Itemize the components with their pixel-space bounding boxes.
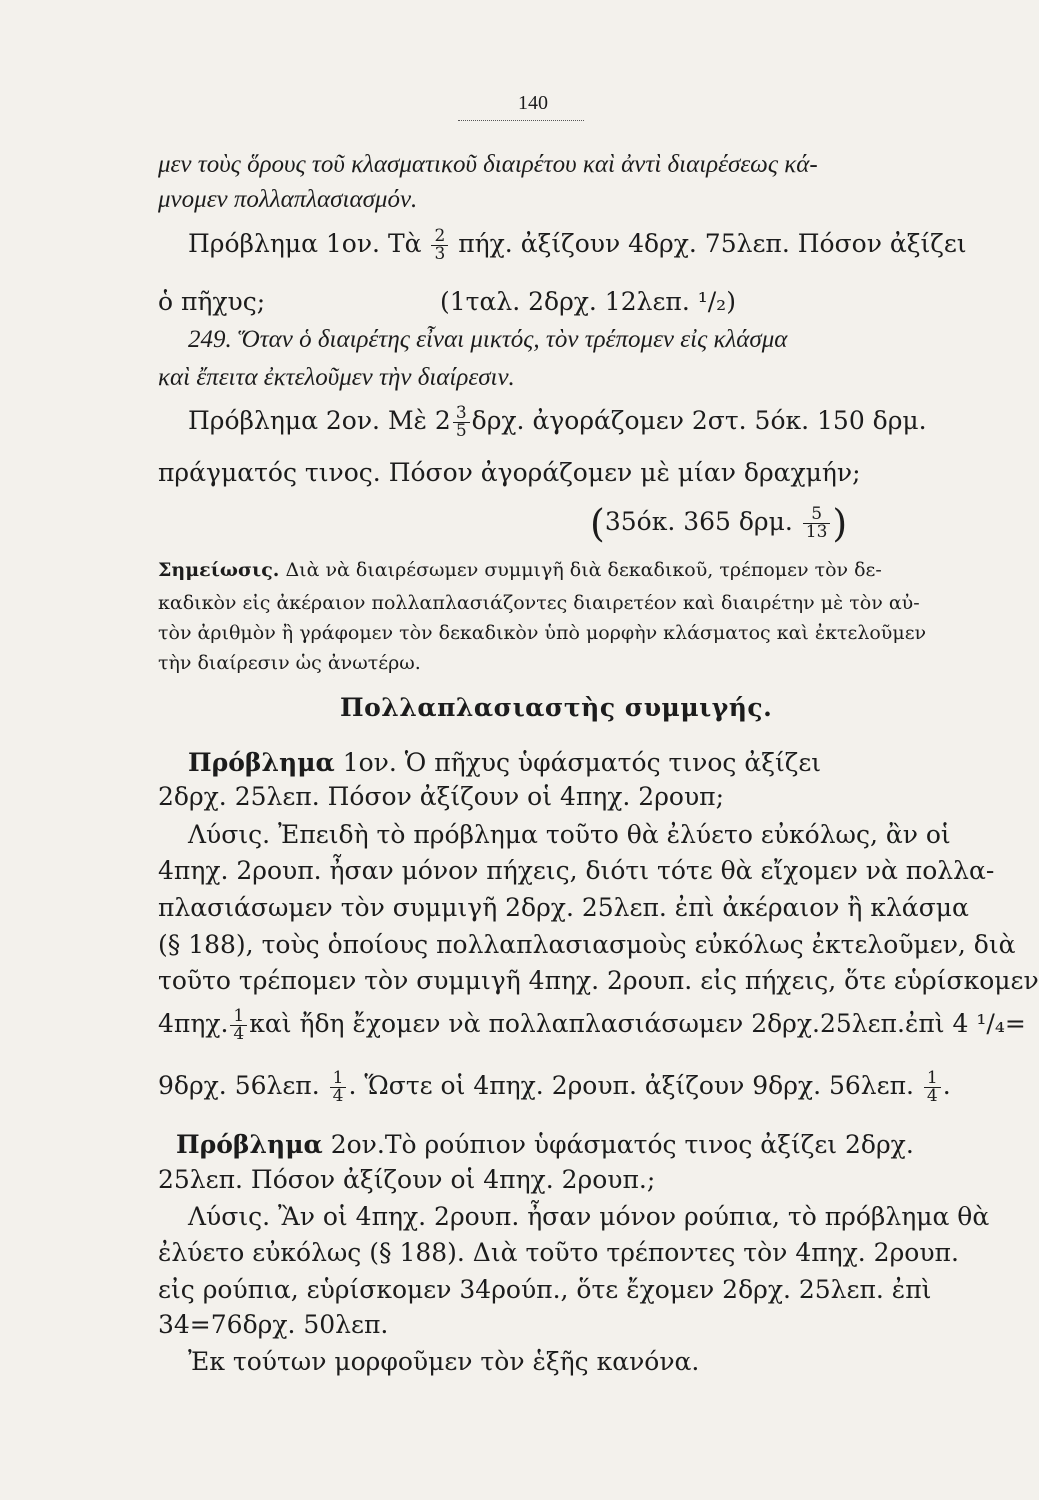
problem-3-line-1: Πρόβλημα 1ον. Ὁ πῆχυς ὑφάσματός τινος ἀξίζει: [188, 748, 822, 777]
section-heading: Πολλαπλασιαστὴς συμμιγής.: [340, 693, 773, 722]
problem-2-line-1: [188, 405, 927, 440]
problem-2-label: Πρόβλημα 2ον. Μὲ 2: [188, 406, 451, 435]
solution-1-line-5: τοῦτο τρέπομεν τὸν συμμιγῆ 4πηχ. 2ρουπ. εἰς πήχεις, ὅτε εὑρίσκομεν: [158, 966, 1039, 995]
fraction-three-fifths: $\frac{3}{5}$: [453, 405, 470, 440]
solution-2-line-2: ἐλύετο εὐκόλως (§ 188). Διὰ τοῦτο τρέποντες τὸν 4πηχ. 2ρουπ.: [158, 1238, 959, 1267]
fraction-one-quarter-b: $\frac{1}{4}$: [330, 1070, 347, 1105]
note-line-4: τὴν διαίρεσιν ὡς ἀνωτέρω.: [158, 652, 421, 674]
problem-3-label: Πρόβλημα: [188, 748, 335, 777]
solution-2-line-1: Λύσις. Ἂν οἱ 4πηχ. 2ρουπ. ἦσαν μόνον ρούπια, τὸ πρόβλημα θὰ: [188, 1202, 990, 1231]
problem-1-answer: (1ταλ. 2δρχ. 12λεπ. ¹/₂): [440, 287, 736, 316]
solution-1-line-2: 4πηχ. 2ρουπ. ἦσαν μόνον πήχεις, διότι τότε θὰ εἴχομεν νὰ πολλα-: [158, 856, 995, 885]
problem-4-label: Πρόβλημα: [176, 1130, 323, 1159]
problem-3-line-2: 2δρχ. 25λεπ. Πόσον ἀξίζουν οἱ 4πηχ. 2ρουπ;: [158, 782, 725, 811]
problem-2-answer: (35όκ. 365 δρμ. $\frac{5}{13}$ ): [590, 501, 848, 546]
note-label: Σημείωσις.: [158, 559, 280, 581]
text-line-1: μεν τοὺς ὅρους τοῦ κλασματικοῦ διαιρέτου καὶ ἀντὶ διαιρέσεως κά-: [158, 151, 818, 178]
solution-1-line-7: 9δρχ. 56λεπ. $\frac{1}{4}$ . Ὥστε οἱ 4πηχ. 2ρουπ. ἀξίζουν 9δρχ. 56λεπ. $\frac{1}{4}$ .: [158, 1068, 951, 1106]
fraction-one-quarter-a: $\frac{1}{4}$: [230, 1008, 247, 1043]
problem-2-line-2: πράγματός τινος. Πόσον ἀγοράζομεν μὲ μίαν δραχμήν;: [158, 458, 861, 487]
solution-1-line-3: πλασιάσωμεν τὸν συμμιγῆ 2δρχ. 25λεπ. ἐπὶ ἀκέραιον ἢ κλάσμα: [158, 893, 969, 922]
open-paren: (: [590, 501, 605, 546]
rule-249-line-1: 249. Ὅταν ὁ διαιρέτης εἶναι μικτός, τὸν τρέπομεν εἰς κλάσμα: [188, 326, 788, 353]
problem-4-line-1: Πρόβλημα 2ον.Τὸ ρούπιον ὑφάσματός τινος ἀξίζει 2δρχ.: [176, 1130, 914, 1159]
problem-2-text: δρχ. ἀγοράζομεν 2στ. 5όκ. 150 δρμ.: [471, 406, 927, 435]
page-number-rule: [458, 120, 584, 121]
solution-1-line-6: 4πηχ. $\frac{1}{4}$ καὶ ἤδη ἔχομεν νὰ πολλαπλασιάσωμεν 2δρχ.25λεπ.ἐπὶ 4 ¹/₄=: [158, 1006, 1026, 1044]
problem-1-label: Πρόβλημα 1ον. Τὰ: [188, 229, 422, 258]
fraction-one-quarter-c: $\frac{1}{4}$: [924, 1070, 941, 1105]
solution-2-line-4: 34=76δρχ. 50λεπ.: [158, 1310, 389, 1339]
solution-2-line-3: εἰς ρούπια, εὑρίσκομεν 34ρούπ., ὅτε ἔχομεν 2δρχ. 25λεπ. ἐπὶ: [158, 1275, 932, 1304]
close-paren: ): [832, 501, 848, 546]
problem-1-line-2: ὁ πῆχυς;: [158, 287, 266, 316]
text-line-2: μνομεν πολλαπλασιασμόν.: [158, 186, 418, 213]
note-line-2: καδικὸν εἰς ἀκέραιον πολλαπλασιάζοντες διαιρετέον καὶ διαιρέτην μὲ τὸν αὐ-: [158, 592, 920, 614]
problem-1-text: πήχ. ἀξίζουν 4δρχ. 75λεπ. Πόσον ἀξίζει: [458, 229, 967, 258]
solution-1-line-1: Λύσις. Ἐπειδὴ τὸ πρόβλημα τοῦτο θὰ ἐλύετο εὐκόλως, ἂν οἱ: [188, 820, 951, 849]
solution-1-line-4: (§ 188), τοὺς ὁποίους πολλαπλασιασμοὺς εὐκόλως ἐκτελοῦμεν, διὰ: [158, 930, 1016, 959]
fraction-two-thirds: $\frac{2}{3}$: [431, 228, 448, 263]
closing-line: Ἐκ τούτων μορφοῦμεν τὸν ἑξῆς κανόνα.: [188, 1347, 700, 1376]
note-line-3: τὸν ἀριθμὸν ἢ γράφομεν τὸν δεκαδικὸν ὑπὸ μορφὴν κλάσματος καὶ ἐκτελοῦμεν: [158, 622, 927, 644]
note-line-1: Σημείωσις. Διὰ νὰ διαιρέσωμεν συμμιγῆ διὰ δεκαδικοῦ, τρέπομεν τὸν δε-: [158, 559, 882, 581]
page-number: 140: [518, 92, 548, 114]
rule-249-line-2: καὶ ἔπειτα ἐκτελοῦμεν τὴν διαίρεσιν.: [158, 364, 515, 391]
problem-1-line-1: [188, 228, 967, 263]
problem-4-line-2: 25λεπ. Πόσον ἀξίζουν οἱ 4πηχ. 2ρουπ.;: [158, 1165, 656, 1194]
fraction-five-thirteenths: $\frac{5}{13}$: [803, 506, 831, 541]
